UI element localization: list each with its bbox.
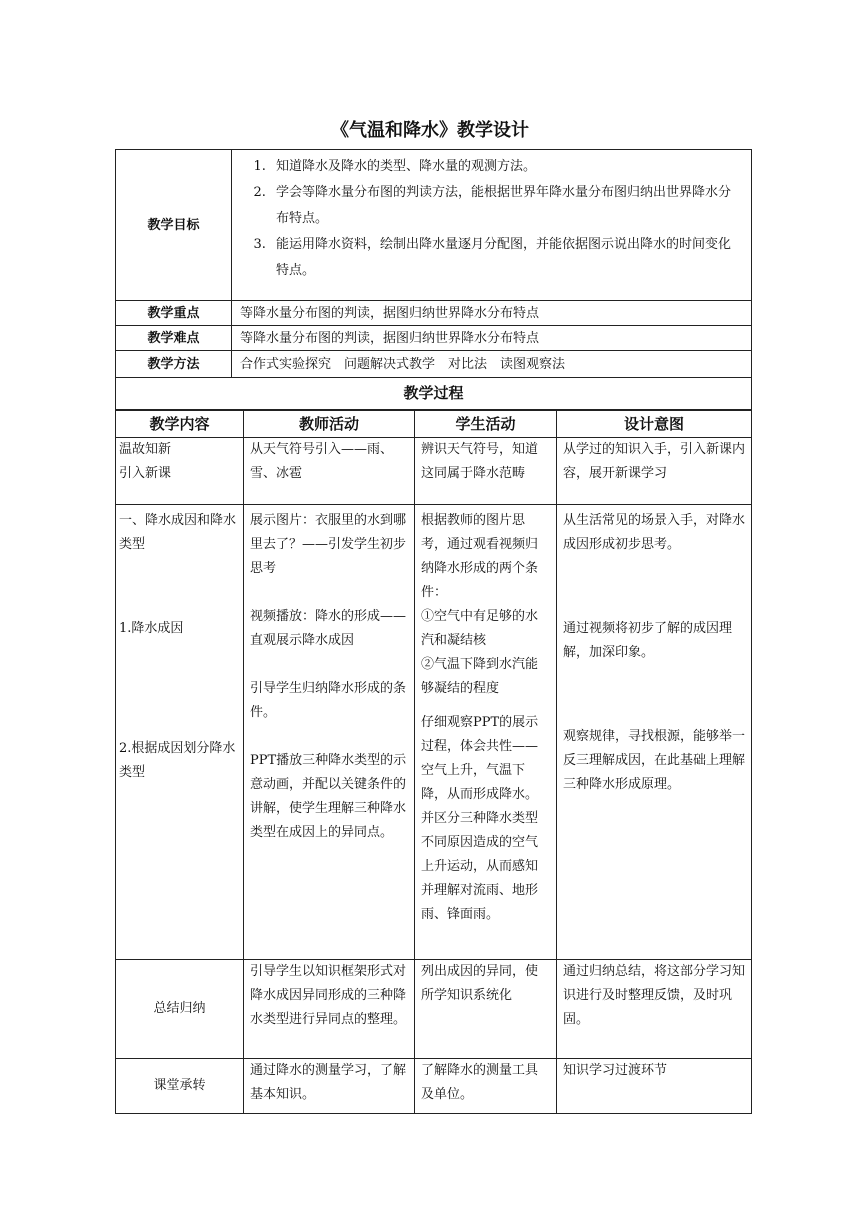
method-label: 教学方法 <box>116 351 232 378</box>
row1-student: 辨识天气符号，知道这同属于降水范畴 <box>415 438 557 505</box>
difficulty-label: 教学难点 <box>116 326 232 351</box>
row2-intent-p3: 观察规律，寻找根源，能够举一反三理解成因，在此基础上理解三种降水形成原理。 <box>563 729 746 792</box>
difficulty-text: 等降水量分布图的判读，据图归纳世界降水分布特点 <box>232 326 752 351</box>
row2-content-b: 1.降水成因 <box>119 621 184 636</box>
row4-student: 了解降水的测量工具及单位。 <box>415 1059 557 1114</box>
row2-teacher-p3: 引导学生归纳降水形成的条件。 <box>250 681 407 720</box>
row2-intent-p2: 通过视频将初步了解的成因理解，加深印象。 <box>563 621 733 660</box>
header-content: 教学内容 <box>116 411 244 438</box>
row2-intent-p1: 从生活常见的场景入手，对降水成因形成初步思考。 <box>563 513 746 552</box>
document-title: 《气温和降水》教学设计 <box>331 120 529 141</box>
row2-student-p3: ②气温下降到水汽能够凝结的程度 <box>421 657 539 696</box>
row2-content-c: 2.根据成因划分降水类型 <box>119 741 236 780</box>
row3-student: 列出成因的异同，使所学知识系统化 <box>415 960 557 1059</box>
row2-student-p4: 仔细观察PPT的展示过程，体会共性——空气上升，气温下降，从而形成降水。并区分三种降水类型不同原因造成的空气上升运动，从而感知并理解对流雨、地形雨、锋面雨。 <box>421 715 539 922</box>
process-row-1 <box>116 438 752 505</box>
row2-teacher-p1: 展示图片：衣服里的水到哪里去了？——引发学生初步思考 <box>250 513 407 576</box>
header-student: 学生活动 <box>415 411 557 438</box>
row2-student <box>415 505 557 960</box>
goals-label: 教学目标 <box>116 150 232 301</box>
process-title: 教学过程 <box>115 376 752 410</box>
row4-teacher: 通过降水的测量学习，了解基本知识。 <box>244 1059 415 1114</box>
method-row <box>116 351 752 378</box>
header-teacher: 教师活动 <box>244 411 415 438</box>
row2-content <box>116 505 244 960</box>
process-row-3 <box>116 960 752 1059</box>
goals-cell <box>232 150 752 301</box>
key-point-text: 等降水量分布图的判读，据图归纳世界降水分布特点 <box>232 301 752 326</box>
row3-teacher: 引导学生以知识框架形式对降水成因异同形成的三种降水类型进行异同点的整理。 <box>244 960 415 1059</box>
row1-content <box>116 438 244 505</box>
key-point-row <box>116 301 752 326</box>
row2-intent <box>557 505 752 960</box>
goal-item-2: 2. 学会等降水量分布图的判读方法，能根据世界年降水量分布图归纳出世界降水分布特点。 <box>270 180 743 232</box>
process-row-4 <box>116 1059 752 1114</box>
row3-intent: 通过归纳总结，将这部分学习知识进行及时整理反馈，及时巩固。 <box>557 960 752 1059</box>
row1-intent: 从学过的知识入手，引入新课内容，展开新课学习 <box>557 438 752 505</box>
header-intent: 设计意图 <box>557 411 752 438</box>
goal-item-1: 1. 知道降水及降水的类型、降水量的观测方法。 <box>270 154 743 180</box>
row4-intent: 知识学习过渡环节 <box>557 1059 752 1114</box>
method-text: 合作式实验探究 问题解决式教学 对比法 读图观察法 <box>232 351 752 378</box>
process-header-row <box>116 411 752 438</box>
row1-content-line2: 引入新课 <box>119 466 172 481</box>
row4-content: 课堂承转 <box>116 1059 244 1114</box>
difficulty-row <box>116 326 752 351</box>
row2-teacher-p4: PPT播放三种降水类型的示意动画，并配以关键条件的讲解，使学生理解三种降水类型在成因上的异同点。 <box>250 753 407 840</box>
key-point-label: 教学重点 <box>116 301 232 326</box>
row2-student-p1: 根据教师的图片思考，通过观看视频归纳降水形成的两个条件： <box>421 513 539 600</box>
row2-teacher-p2: 视频播放：降水的形成——直观展示降水成因 <box>250 609 407 648</box>
goals-list <box>240 154 743 284</box>
row2-content-a: 一、降水成因和降水类型 <box>119 513 237 552</box>
row2-teacher <box>244 505 415 960</box>
row1-teacher: 从天气符号引入——雨、雪、冰雹 <box>244 438 415 505</box>
row1-content-line1: 温故知新 <box>119 442 172 457</box>
goals-row <box>116 150 752 301</box>
process-row-2 <box>116 505 752 960</box>
goal-item-3: 3. 能运用降水资料，绘制出降水量逐月分配图，并能依据图示说出降水的时间变化特点。 <box>270 232 743 284</box>
process-table <box>115 410 752 1114</box>
row2-student-p2: ①空气中有足够的水汽和凝结核 <box>421 609 539 648</box>
overview-table <box>115 149 752 378</box>
row3-content: 总结归纳 <box>116 960 244 1059</box>
